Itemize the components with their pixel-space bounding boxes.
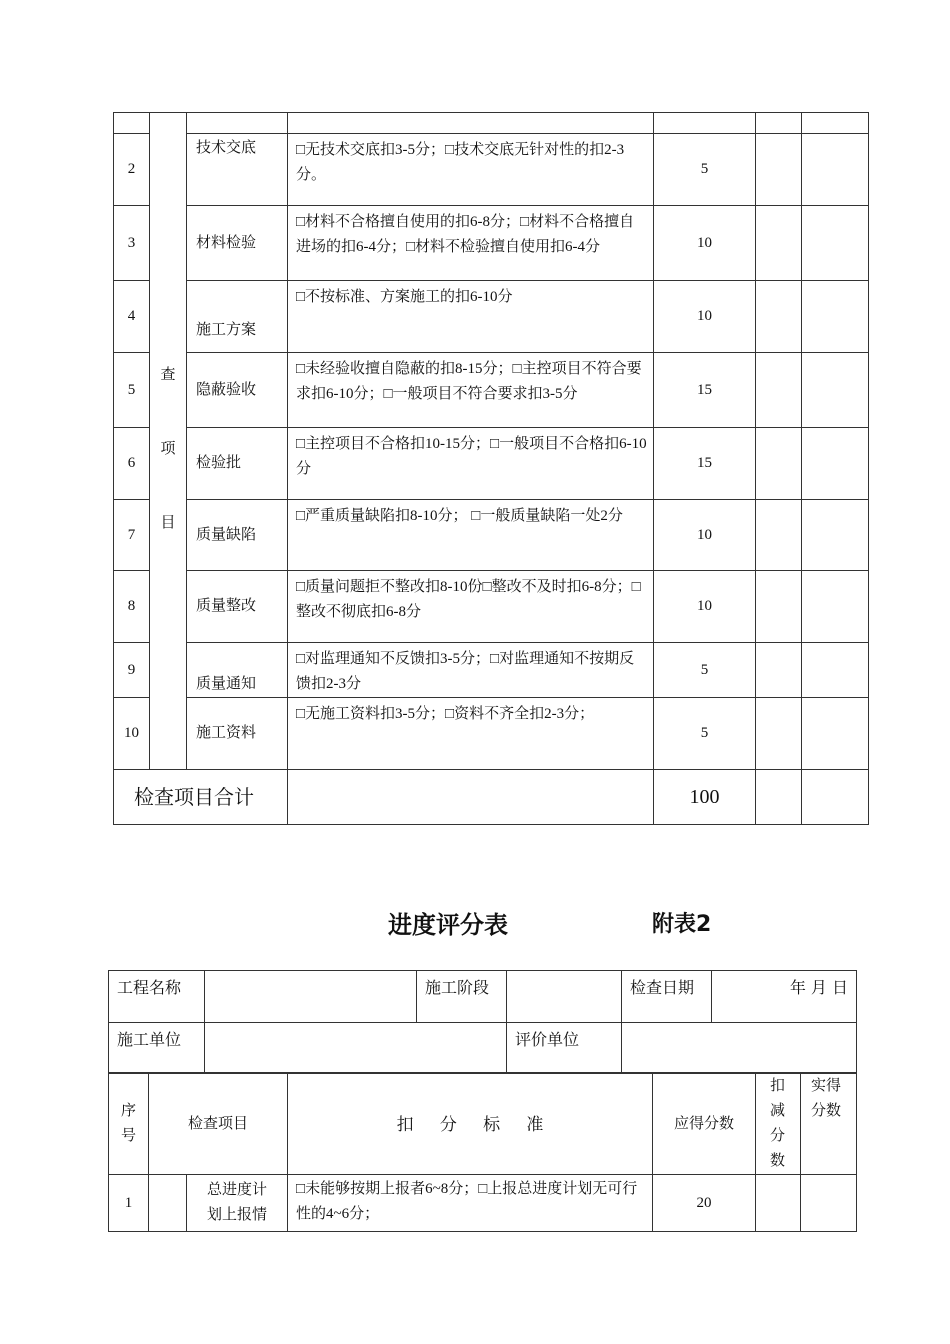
construction-unit-label: 施工单位 bbox=[109, 1023, 205, 1073]
row-score: 10 bbox=[654, 206, 756, 281]
evaluation-unit-value bbox=[622, 1023, 857, 1073]
row-no: 7 bbox=[114, 500, 150, 571]
row-standard: □无施工资料扣3-5分；□资料不齐全扣2-3分； bbox=[288, 698, 654, 770]
quality-score-table bbox=[113, 112, 869, 825]
row-item: 质量缺陷 bbox=[187, 500, 288, 571]
actual-cell bbox=[802, 428, 869, 500]
project-name-label: 工程名称 bbox=[109, 971, 205, 1023]
row-item: 技术交底 bbox=[187, 134, 288, 206]
deduct-cell bbox=[756, 353, 802, 428]
deduct-cell bbox=[756, 134, 802, 206]
row-item: 质量通知 bbox=[187, 643, 288, 698]
row-no: 10 bbox=[114, 698, 150, 770]
table-row bbox=[114, 643, 869, 698]
actual-cell bbox=[802, 698, 869, 770]
deduct-cell bbox=[756, 698, 802, 770]
actual-cell bbox=[802, 500, 869, 571]
row-standard: □未经验收擅自隐蔽的扣8-15分；□主控项目不符合要求扣6-10分；□一般项目不符合要求扣3-5分 bbox=[288, 353, 654, 428]
deduct-cell bbox=[756, 643, 802, 698]
row-no: 6 bbox=[114, 428, 150, 500]
table-row bbox=[114, 698, 869, 770]
table-header-row bbox=[109, 1074, 857, 1175]
actual-cell bbox=[802, 206, 869, 281]
header-deduct: 扣减分数 bbox=[756, 1074, 801, 1175]
deduct-cell bbox=[756, 500, 802, 571]
stage-label: 施工阶段 bbox=[417, 971, 507, 1023]
row-no: 8 bbox=[114, 571, 150, 643]
header-no: 序号 bbox=[109, 1074, 149, 1175]
progress-score-table bbox=[108, 1073, 857, 1232]
table-row bbox=[114, 206, 869, 281]
deduct-cell bbox=[756, 428, 802, 500]
row-item: 质量整改 bbox=[187, 571, 288, 643]
header-standard: 扣 分 标 准 bbox=[288, 1074, 653, 1175]
row-item: 施工资料 bbox=[187, 698, 288, 770]
page-title: 进度评分表 bbox=[388, 911, 508, 939]
project-name-value bbox=[205, 971, 417, 1023]
header-actual: 实得分数 bbox=[801, 1074, 857, 1175]
table-row bbox=[109, 1023, 857, 1073]
row-standard: □材料不合格擅自使用的扣6-8分；□材料不合格擅自进场的扣6-4分；□材料不检验擅自使用扣6-4分 bbox=[288, 206, 654, 281]
row-standard: □质量问题拒不整改扣8-10份□整改不及时扣6-8分；□整改不彻底扣6-8分 bbox=[288, 571, 654, 643]
table-row bbox=[114, 134, 869, 206]
construction-unit-value bbox=[205, 1023, 507, 1073]
total-label: 检查项目合计 bbox=[114, 770, 288, 825]
actual-cell bbox=[802, 134, 869, 206]
table-row bbox=[114, 428, 869, 500]
group-label-check-items: 查 项 目 bbox=[150, 113, 187, 770]
row-score: 10 bbox=[654, 500, 756, 571]
table-row bbox=[109, 971, 857, 1023]
actual-cell bbox=[802, 643, 869, 698]
row-score: 5 bbox=[654, 643, 756, 698]
row-no: 3 bbox=[114, 206, 150, 281]
row-standard: □未能够按期上报者6~8分；□上报总进度计划无可行性的4~6分； bbox=[288, 1175, 653, 1232]
actual-cell bbox=[801, 1175, 857, 1232]
row-no: 9 bbox=[114, 643, 150, 698]
stage-value bbox=[507, 971, 622, 1023]
row-item: 总进度计划上报情 bbox=[187, 1175, 288, 1232]
row-item: 检验批 bbox=[187, 428, 288, 500]
actual-cell bbox=[802, 353, 869, 428]
table-row bbox=[114, 500, 869, 571]
total-score: 100 bbox=[654, 770, 756, 825]
row-standard: □对监理通知不反馈扣3-5分；□对监理通知不按期反馈扣2-3分 bbox=[288, 643, 654, 698]
table-row bbox=[114, 281, 869, 353]
check-date-value: 年 月 日 bbox=[712, 971, 857, 1023]
row-score: 10 bbox=[654, 281, 756, 353]
row-no: 4 bbox=[114, 281, 150, 353]
row-item: 施工方案 bbox=[187, 281, 288, 353]
row-standard: □无技术交底扣3-5分；□技术交底无针对性的扣2-3分。 bbox=[288, 134, 654, 206]
actual-cell bbox=[802, 571, 869, 643]
table-row bbox=[114, 113, 869, 134]
table-row-total bbox=[114, 770, 869, 825]
deduct-cell bbox=[756, 281, 802, 353]
row-score: 5 bbox=[654, 698, 756, 770]
header-item: 检查项目 bbox=[149, 1074, 288, 1175]
row-standard: □主控项目不合格扣10-15分；□一般项目不合格扣6-10分 bbox=[288, 428, 654, 500]
row-item: 隐蔽验收 bbox=[187, 353, 288, 428]
row-no: 5 bbox=[114, 353, 150, 428]
row-no: 2 bbox=[114, 134, 150, 206]
evaluation-unit-label: 评价单位 bbox=[507, 1023, 622, 1073]
check-date-label: 检查日期 bbox=[622, 971, 712, 1023]
row-standard: □不按标准、方案施工的扣6-10分 bbox=[288, 281, 654, 353]
header-score: 应得分数 bbox=[653, 1074, 756, 1175]
actual-cell bbox=[802, 281, 869, 353]
row-score: 10 bbox=[654, 571, 756, 643]
table-row bbox=[109, 1175, 857, 1232]
progress-info-table bbox=[108, 970, 857, 1073]
deduct-cell bbox=[756, 206, 802, 281]
annex-label: 附表2 bbox=[652, 912, 712, 937]
deduct-cell bbox=[756, 571, 802, 643]
row-item: 材料检验 bbox=[187, 206, 288, 281]
row-score: 20 bbox=[653, 1175, 756, 1232]
row-score: 15 bbox=[654, 428, 756, 500]
row-standard: □严重质量缺陷扣8-10分； □一般质量缺陷一处2分 bbox=[288, 500, 654, 571]
row-score: 15 bbox=[654, 353, 756, 428]
table-row bbox=[114, 571, 869, 643]
row-no: 1 bbox=[109, 1175, 149, 1232]
row-score: 5 bbox=[654, 134, 756, 206]
deduct-cell bbox=[756, 1175, 801, 1232]
table-row bbox=[114, 353, 869, 428]
